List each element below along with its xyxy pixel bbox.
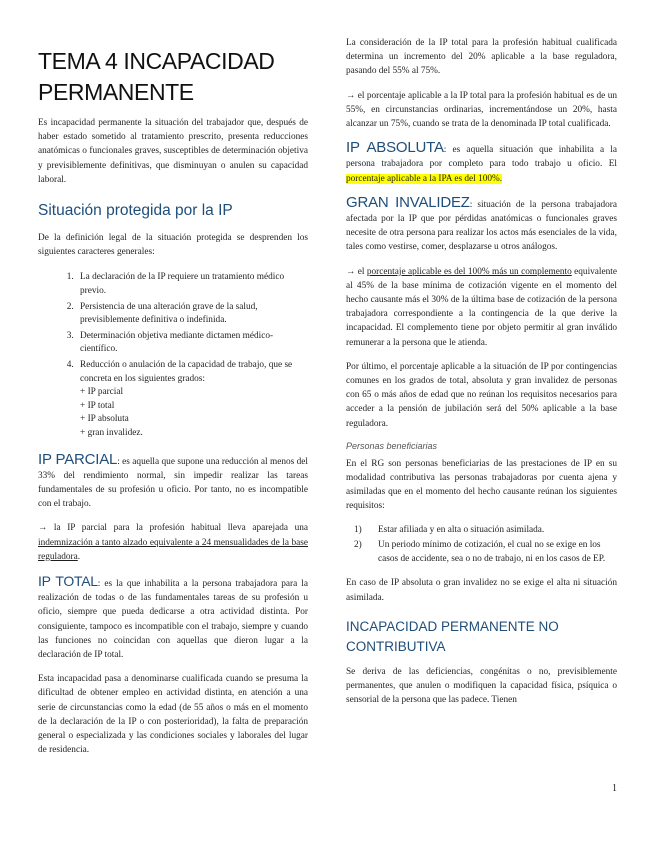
no-contributiva-heading: INCAPACIDAD PERMANENTE NO CONTRIBUTIVA xyxy=(346,618,559,654)
grado-item: + IP total xyxy=(80,400,115,411)
ultimo-paragraph: Por último, el porcentaje aplicable a la situación de IP por contingencias comunes en los grados de total, absoluta y gran invalidez de personas con 65 o más años de edad que no reúnan los requisitos necesarios para acceder a la pensión de jubilación será del 50% aplicable a la base reguladora. xyxy=(346,361,617,429)
situacion-heading: Situación protegida por la IP xyxy=(38,202,233,220)
ip-total-paragraph xyxy=(38,574,308,662)
ip-parcial-paragraph xyxy=(38,450,308,512)
item-number: 1) xyxy=(354,524,362,535)
page-title: TEMA 4 INCAPACIDAD PERMANENTE xyxy=(38,48,275,105)
beneficiarias-paragraph: En el RG son personas beneficiarias de las prestaciones de IP en su modalidad contributiva las personas trabajadoras por cuenta ajena y asimiladas que en el momento del hecho causante reúnan los siguientes requisitos: xyxy=(346,458,617,512)
gran-invalidez-text: : situación de la persona trabajadora afectada por la IP que por pérdidas anatómicas o funcionales graves necesite de otra persona para realizar los actos más esenciales de la vida, tales como vestirse, comer, desplazarse u otros análogos. xyxy=(346,199,617,253)
consideracion-paragraph: La consideración de la IP total para la profesión habitual cualificada determina un incremento del 20% aplicable a la base reguladora, pasando del 55% al 75%. xyxy=(346,38,617,77)
cualificada-paragraph: Esta incapacidad pasa a denominarse cualificada cuando se presuma la dificultad de obtener empleo en actividad distinta, en atención a una serie de circunstancias como la edad (de 55 años o más en el momento de la declaración de la IP o con posterioridad), la falta de preparación general o especializada y las condiciones sociales y laborales del lugar de residencia. xyxy=(38,674,308,756)
ip-total-text: : es la que inhabilita a la persona trabajadora para la realización de todas o de las fundamentales tareas de su profesión u oficio, siempre que pueda dedicarse a otra actividad distinta. Por consiguiente, tampoco es incompatible con el trabajo, siempre y cuando las funciones no coincidan con aquellas que dieron lugar a la declaración de IP total. xyxy=(38,578,308,660)
list-item: 2. Persistencia de una alteración grave de la salud, previsiblemente definitiva o indefinida. xyxy=(76,301,308,328)
no-contributiva-paragraph: Se deriva de las deficiencias, congénitas o no, previsiblemente permanentes, que anulen o modifiquen la capacidad física, psíquica o sensorial de la persona que las padece. Tienen xyxy=(346,666,617,706)
ip-parcial-note xyxy=(38,521,308,564)
list-item-text: Reducción o anulación de la capacidad de trabajo, que se concreta en los siguientes grados: xyxy=(80,359,293,384)
porcentaje-paragraph: → el porcentaje aplicable a la IP total para la profesión habitual es de un 55%, en circunstancias ordinarias, incrementándose un 20%, hasta alcanzar un 75%, cuando se trata de la denominada IP total cualificada. xyxy=(346,90,617,130)
grado-item: + gran invalidez. xyxy=(80,427,143,438)
ip-absoluta-paragraph xyxy=(346,141,617,186)
ip-total-term: IP TOTAL xyxy=(38,572,98,589)
grado-item: + IP parcial xyxy=(80,387,124,398)
list-item xyxy=(354,524,617,538)
note-text: equivalente al 45% de la base mínima de cotización vigente en el momento del hecho causante más el 30% de la última base de cotización de la persona trabajadora correspondiente a la contingencia de la que derive la incapacidad. El complemento tiene por objeto permitir al gran inválido remunerar a la persona que le atienda. xyxy=(346,266,618,348)
ip-parcial-term: IP PARCIAL xyxy=(38,450,118,468)
ip-absoluta-text: : es aquella situación que inhabilita a la persona trabajadora por completo para todo trabajo u oficio. El xyxy=(346,145,617,170)
note-underlined: indemnización a tanto alzado equivalente a 24 mensualidades de la base reguladora xyxy=(38,537,308,562)
list-item: 3. Determinación objetiva mediante dictamen médico-científico. xyxy=(76,330,308,357)
caracteres-list xyxy=(38,271,308,440)
list-item: 1. La declaración de la IP requiere un tratamiento médico previo. xyxy=(76,271,308,298)
list-item xyxy=(76,359,308,441)
gran-invalidez-term: GRAN INVALIDEZ xyxy=(346,193,470,211)
note-text: . xyxy=(77,551,81,562)
beneficiarias-heading: Personas beneficiarias xyxy=(346,440,438,451)
note-text: → la IP parcial para la profesión habitual lleva aparejada una xyxy=(38,523,308,534)
note-underlined: porcentaje aplicable es del 100% más un complemento xyxy=(366,266,572,277)
ip-parcial-text: : es aquella que supone una reducción al menos del 33% del rendimiento normal, sin impedir realizar las tareas fundamentales de su profesión u oficio. Por tanto, no es incompatible con el trabajo. xyxy=(38,456,308,510)
gran-invalidez-paragraph xyxy=(346,193,617,255)
list-item xyxy=(354,539,617,566)
ip-absoluta-term: IP ABSOLUTA xyxy=(346,139,444,157)
item-text: Un periodo mínimo de cotización, el cual no se exige en los casos de accidente, sea o no de trabajo, ni en los casos de EP. xyxy=(378,540,606,564)
gran-invalidez-note xyxy=(346,265,617,350)
item-text: Estar afiliada y en alta o situación asimilada. xyxy=(378,524,545,535)
requisitos-list xyxy=(346,524,617,567)
right-column xyxy=(346,36,617,707)
left-column xyxy=(38,36,308,757)
note-text: → el xyxy=(346,266,367,277)
page-number: 1 xyxy=(612,783,617,794)
ipa-highlight: porcentaje aplicable a la IPA es del 100%. xyxy=(346,173,503,184)
situacion-lead: De la definición legal de la situación protegida se desprenden los siguientes caracteres generales: xyxy=(38,233,308,258)
intro-paragraph: Es incapacidad permanente la situación del trabajador que, después de haber estado sometido al tratamiento prescrito, presenta reducciones anatómicas o funcionales graves, susceptibles de determinación objetiva y previsiblemente definitivas, que disminuyan o anulen su capacidad laboral. xyxy=(38,118,308,185)
alta-paragraph: En caso de IP absoluta o gran invalidez no se exige el alta ni situación asimilada. xyxy=(346,578,617,603)
item-number: 2) xyxy=(354,540,362,551)
grado-item: + IP absoluta xyxy=(80,414,129,425)
